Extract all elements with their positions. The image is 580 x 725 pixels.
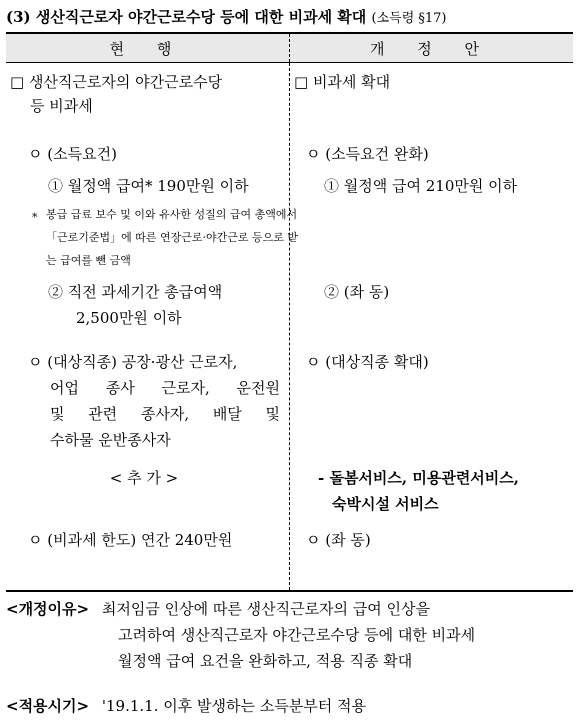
reason-line1-row bbox=[6, 598, 430, 619]
header-current: 현 행 bbox=[6, 33, 290, 63]
revised-limit: ㅇ (좌 동) bbox=[306, 531, 371, 549]
reason-line2: 고려하여 생산직근로자 야간근로수당 등에 대한 비과세 bbox=[118, 626, 476, 644]
current-column bbox=[6, 63, 299, 592]
current-item2-line2: 2,500만원 이하 bbox=[76, 309, 182, 327]
effective-row bbox=[6, 695, 366, 716]
revised-income-req: ㅇ (소득요건 완화) bbox=[306, 145, 429, 163]
header-revised: 개 정 안 bbox=[290, 33, 574, 63]
current-limit: ㅇ (비과세 한도) 연간 240만원 bbox=[28, 531, 233, 549]
effective-text: '19.1.1. 이후 발생하는 소득분부터 적용 bbox=[101, 697, 366, 715]
reason-line3: 월정액 급여 요건을 완화하고, 적용 직종 확대 bbox=[118, 652, 413, 670]
reason-label: <개정이유> bbox=[6, 600, 90, 618]
current-addition: < 추 가 > bbox=[109, 469, 179, 487]
current-section-title-1: □ 생산직근로자의 야간근로수당 bbox=[10, 73, 223, 91]
current-target-line1: ㅇ (대상직종) 공장·광산 근로자, bbox=[28, 353, 238, 371]
revised-column bbox=[290, 63, 574, 592]
current-item1: ① 월정액 급여* 190만원 이하 bbox=[48, 177, 249, 195]
current-target-line4: 수하물 운반종사자 bbox=[50, 431, 171, 449]
current-target-line3: 및 관련 종사자, 배달 및 bbox=[50, 405, 280, 423]
section-source: (소득령 §17) bbox=[371, 11, 447, 26]
effective-label: <적용시기> bbox=[6, 697, 90, 715]
revised-added-line2: 숙박시설 서비스 bbox=[332, 495, 439, 513]
current-target-line2: 어업 종사 근로자, 운전원 bbox=[50, 379, 280, 397]
comparison-table bbox=[6, 32, 573, 592]
section-title bbox=[6, 6, 447, 27]
reason-line1: 최저임금 인상에 따른 생산직근로자의 급여 인상을 bbox=[101, 600, 431, 618]
footnote-text: 봉급 급료 보수 및 이와 유사한 성질의 급여 총액에서 「근로기준법」에 따른 연장근로·야간근로 등으로 받는 급여를 뺀 금액 bbox=[46, 208, 299, 267]
revised-target: ㅇ (대상직종 확대) bbox=[306, 353, 429, 371]
current-item2-line1: ② 직전 과세기간 총급여액 bbox=[48, 283, 223, 301]
footnote-mark: * bbox=[32, 211, 38, 224]
revised-section-title: □ 비과세 확대 bbox=[294, 73, 391, 91]
current-section-title-2: 등 비과세 bbox=[30, 97, 93, 115]
section-title-text: (3) 생산직근로자 야간근로수당 등에 대한 비과세 확대 bbox=[6, 8, 367, 26]
revised-item1: ① 월정액 급여 210만원 이하 bbox=[324, 177, 518, 195]
revised-item2: ② (좌 동) bbox=[324, 283, 390, 301]
current-income-req: ㅇ (소득요건) bbox=[28, 145, 117, 163]
revised-added-line1: - 돌봄서비스, 미용관련서비스, bbox=[318, 469, 519, 487]
